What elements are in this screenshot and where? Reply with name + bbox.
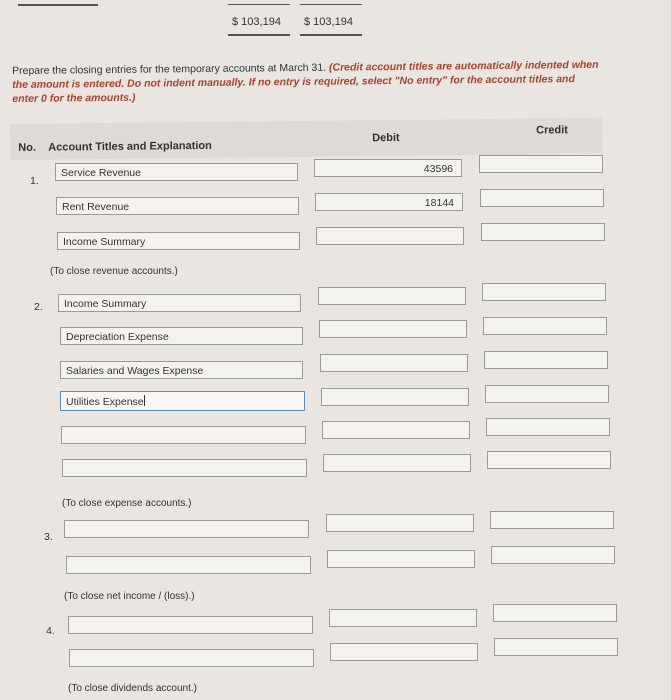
account-title-field[interactable] <box>62 459 307 477</box>
debit-amount-field[interactable]: 43596 <box>314 159 462 177</box>
debit-amount-field[interactable] <box>322 421 470 439</box>
credit-amount-field[interactable] <box>493 604 617 622</box>
table-header <box>10 118 602 160</box>
instructions-lead: Prepare the closing entries for the temporary accounts at March 31. <box>12 61 327 77</box>
text-caret <box>144 395 145 406</box>
account-title-field[interactable]: Income Summary <box>57 232 300 250</box>
account-title-field[interactable] <box>61 426 306 444</box>
entry-explanation: (To close revenue accounts.) <box>50 266 178 277</box>
credit-amount-field[interactable] <box>491 546 615 564</box>
top-rule <box>18 4 98 6</box>
credit-total: $ 103,194 <box>304 16 353 28</box>
account-title-field[interactable]: Depreciation Expense <box>60 327 303 345</box>
debit-total-underline <box>228 34 290 36</box>
debit-amount-field[interactable] <box>319 320 467 338</box>
debit-amount-field[interactable] <box>329 609 477 627</box>
entry-number: 1. <box>30 175 39 187</box>
entry-explanation: (To close dividends account.) <box>68 683 197 694</box>
credit-amount-field[interactable] <box>490 511 614 529</box>
entry-explanation: (To close expense accounts.) <box>62 498 192 509</box>
column-header-no: No. <box>18 141 37 154</box>
credit-amount-field[interactable] <box>482 283 606 301</box>
account-title-field[interactable] <box>64 520 309 538</box>
debit-amount-field[interactable] <box>330 643 478 661</box>
credit-amount-field[interactable] <box>485 385 609 403</box>
debit-total: $ 103,194 <box>232 16 281 28</box>
account-title-field[interactable]: Salaries and Wages Expense <box>60 361 303 379</box>
instructions <box>12 58 602 106</box>
credit-amount-field[interactable] <box>487 451 611 469</box>
credit-amount-field[interactable] <box>486 418 610 436</box>
credit-amount-field[interactable] <box>481 223 605 241</box>
column-header-credit: Credit <box>536 124 568 137</box>
debit-amount-field[interactable] <box>320 354 468 372</box>
entry-number: 3. <box>44 531 53 543</box>
debit-amount-field[interactable] <box>326 514 474 532</box>
credit-amount-field[interactable] <box>479 155 603 173</box>
account-title-field[interactable]: Income Summary <box>58 294 301 312</box>
debit-amount-field[interactable] <box>321 388 469 406</box>
credit-total-underline <box>300 34 362 36</box>
debit-amount-field[interactable] <box>327 550 475 568</box>
entry-number: 2. <box>34 301 43 313</box>
column-header-account: Account Titles and Explanation <box>48 139 212 154</box>
account-title-field[interactable] <box>66 556 311 574</box>
account-title-field[interactable]: Rent Revenue <box>56 197 299 215</box>
debit-amount-field[interactable] <box>318 287 466 305</box>
account-title-field[interactable] <box>69 649 314 667</box>
debit-amount-field[interactable] <box>316 227 464 245</box>
account-title-field[interactable]: Service Revenue <box>55 163 298 181</box>
account-title-field[interactable] <box>60 391 305 411</box>
credit-amount-field[interactable] <box>484 351 608 369</box>
top-rule <box>300 4 362 5</box>
entry-number: 4. <box>46 625 55 637</box>
column-header-debit: Debit <box>372 131 400 145</box>
entry-explanation: (To close net income / (loss).) <box>64 591 195 602</box>
debit-amount-field[interactable]: 18144 <box>315 193 463 211</box>
account-title-field[interactable] <box>68 616 313 634</box>
credit-amount-field[interactable] <box>483 317 607 335</box>
top-rule <box>228 4 290 5</box>
instructions-warning: (Credit account titles are automatically indented when the amount is entered. Do not indent manually. If no entry is required, select "No entry" for the account titles and enter 0 for the amounts.) <box>12 58 599 105</box>
account-title-value: Utilities Expense <box>66 396 144 408</box>
credit-amount-field[interactable] <box>480 189 604 207</box>
debit-amount-field[interactable] <box>323 454 471 472</box>
credit-amount-field[interactable] <box>494 638 618 656</box>
